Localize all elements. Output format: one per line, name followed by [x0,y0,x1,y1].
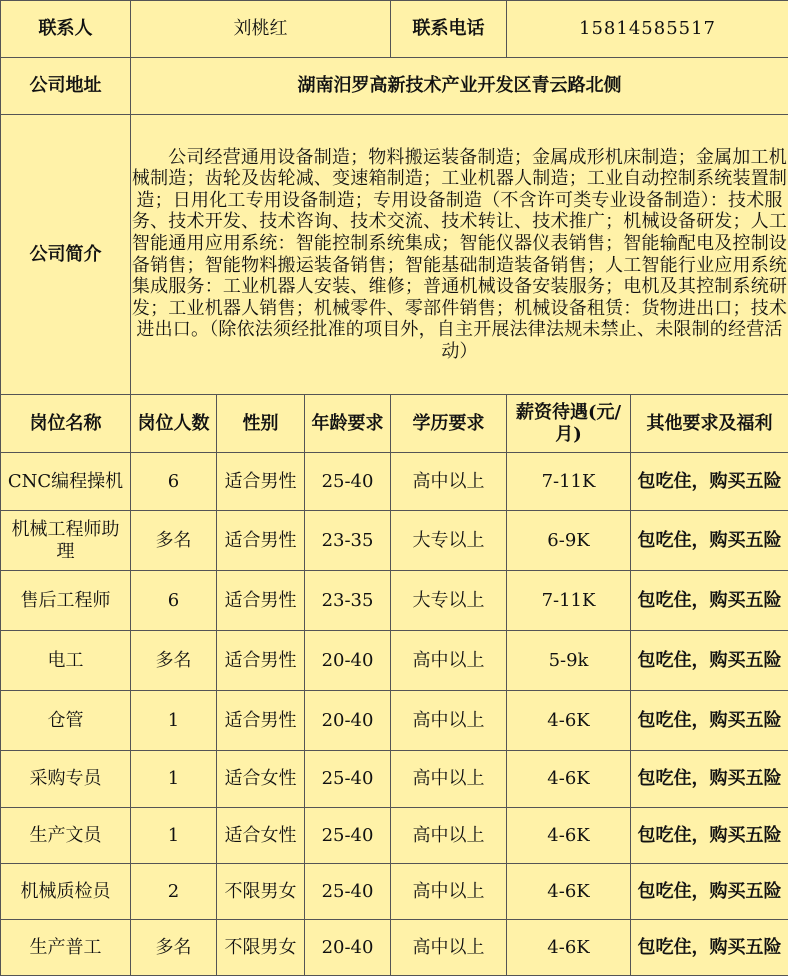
intro-row [1,115,788,395]
table-row [1,453,788,511]
job-title: CNC编程操机 [1,453,131,511]
job-edu: 大专以上 [391,511,507,571]
job-age: 25-40 [305,808,391,864]
job-salary: 4-6K [507,864,631,920]
job-gender: 适合男性 [217,631,305,691]
table-row [1,511,788,571]
job-gender: 不限男女 [217,920,305,976]
table-row [1,571,788,631]
table-row [1,920,788,976]
table-row [1,808,788,864]
job-edu: 高中以上 [391,691,507,751]
header-title: 岗位名称 [1,395,131,453]
job-title: 售后工程师 [1,571,131,631]
job-age: 20-40 [305,691,391,751]
address-label: 公司地址 [1,58,131,115]
job-age: 23-35 [305,511,391,571]
job-title: 生产文员 [1,808,131,864]
job-salary: 6-9K [507,511,631,571]
table-row [1,631,788,691]
contact-person-label: 联系人 [1,1,131,58]
job-benefit: 包吃住，购买五险 [631,453,788,511]
job-title: 仓管 [1,691,131,751]
job-salary: 4-6K [507,920,631,976]
job-salary: 4-6K [507,808,631,864]
job-age: 23-35 [305,571,391,631]
job-edu: 高中以上 [391,453,507,511]
job-count: 6 [131,453,217,511]
job-salary: 4-6K [507,751,631,808]
job-title: 生产普工 [1,920,131,976]
intro-text: 公司经营通用设备制造；物料搬运装备制造；金属成形机床制造；金属加工机械制造；齿轮及齿轮减、变速箱制造；工业机器人制造；工业自动控制系统装置制造；日用化工专用设备制造；专用设备制造（不含许可类专业设备制造）：技术服务、技术开发、技术咨询、技术交流、技术转让、技术推广；机械设备研发；人工智能通用应用系统：智能控制系统集成；智能仪器仪表销售；智能输配电及控制设备销售；智能物料搬运装备销售；智能基础制造装备销售；人工智能行业应用系统集成服务：工业机器人安装、维修；普通机械设备安装服务；电机及其控制系统研发；工业机器人销售；机械零件、零部件销售；机械设备租赁：货物进出口；技术进出口。（除依法须经批准的项目外，自主开展法律法规未禁止、未限制的经营活动） [131,115,788,395]
job-count: 多名 [131,511,217,571]
job-gender: 适合女性 [217,751,305,808]
job-salary: 4-6K [507,691,631,751]
job-title: 电工 [1,631,131,691]
address-row [1,58,788,115]
job-salary: 7-11K [507,571,631,631]
header-benefit: 其他要求及福利 [631,395,788,453]
header-row [1,395,788,453]
job-benefit: 包吃住，购买五险 [631,511,788,571]
job-title: 机械质检员 [1,864,131,920]
contact-phone-value: 15814585517 [507,1,788,58]
job-count: 1 [131,691,217,751]
job-benefit: 包吃住，购买五险 [631,808,788,864]
contact-phone-label: 联系电话 [391,1,507,58]
job-edu: 高中以上 [391,920,507,976]
contact-row [1,1,788,58]
table-row [1,751,788,808]
job-gender: 适合男性 [217,511,305,571]
address-value: 湖南汨罗高新技术产业开发区青云路北侧 [131,58,788,115]
job-edu: 高中以上 [391,864,507,920]
job-count: 6 [131,571,217,631]
contact-person-value: 刘桃红 [131,1,391,58]
job-benefit: 包吃住，购买五险 [631,864,788,920]
job-salary: 7-11K [507,453,631,511]
header-count: 岗位人数 [131,395,217,453]
job-edu: 高中以上 [391,808,507,864]
job-gender: 适合男性 [217,571,305,631]
job-benefit: 包吃住，购买五险 [631,920,788,976]
table-row [1,864,788,920]
header-edu: 学历要求 [391,395,507,453]
job-edu: 大专以上 [391,571,507,631]
header-salary: 薪资待遇(元/月) [507,395,631,453]
header-gender: 性别 [217,395,305,453]
job-count: 2 [131,864,217,920]
job-count: 1 [131,808,217,864]
job-benefit: 包吃住，购买五险 [631,571,788,631]
job-gender: 适合女性 [217,808,305,864]
job-age: 25-40 [305,751,391,808]
job-count: 多名 [131,920,217,976]
job-salary: 5-9k [507,631,631,691]
job-age: 25-40 [305,453,391,511]
job-benefit: 包吃住，购买五险 [631,631,788,691]
job-count: 1 [131,751,217,808]
job-gender: 适合男性 [217,453,305,511]
job-title: 采购专员 [1,751,131,808]
job-gender: 不限男女 [217,864,305,920]
job-benefit: 包吃住，购买五险 [631,691,788,751]
job-age: 20-40 [305,631,391,691]
job-edu: 高中以上 [391,631,507,691]
job-benefit: 包吃住，购买五险 [631,751,788,808]
job-title: 机械工程师助理 [1,511,131,571]
job-count: 多名 [131,631,217,691]
header-age: 年龄要求 [305,395,391,453]
intro-label: 公司简介 [1,115,131,395]
job-age: 20-40 [305,920,391,976]
job-edu: 高中以上 [391,751,507,808]
job-age: 25-40 [305,864,391,920]
job-gender: 适合男性 [217,691,305,751]
table-row [1,691,788,751]
